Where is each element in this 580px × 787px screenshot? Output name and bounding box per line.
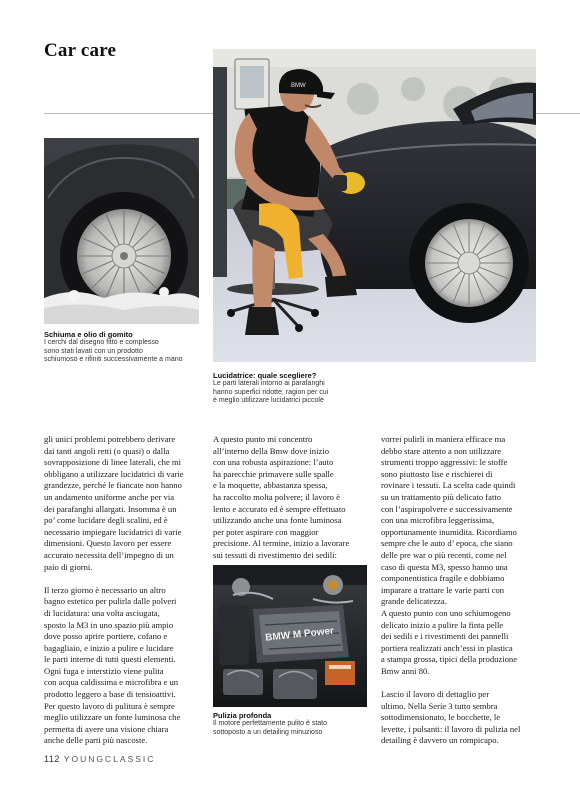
magazine-brand: YOUNGCLASSIC [63,754,156,764]
article-column-3 [381,434,541,747]
wheel-foam-photo [44,138,199,324]
polisher-caption-line: è meglio utilizzare lucidatrici piccole [213,397,324,405]
header-rule-right [536,113,580,114]
paragraph: vorrei pulirli in maniera efficace ma debbo stare attento a non utilizzare strumenti troppo aggressivi: le stoffe sono piuttosto lise e rischierei di rovinare i tessuti. La scelta cade quindi su un trattamento più delicato fatto con l’aspirapolvere e successivamente con una microfibra leggerissima, opportunamente inumidita. Ricordiamo sempre che le auto d’ epoca, che siano delle pre war o più recenti, come nel caso di questa M3, spesso hanno una componentistica fragile e dobbiamo imparare a trattare le varie parti con grande delicatezza. [381,434,517,607]
paragraph: Lascio il lavoro di dettaglio per ultimo. Nella Serie 3 tutto sembra sottodimensionato, le bocchette, le levette, i pulsanti: il lavoro di pulizia nel detailing è davvero un rompicapo. [381,689,521,746]
header-rule-left [44,113,213,114]
page-folio [44,754,155,764]
paragraph: A questo punto con uno schiumogeno delicato inizio a pulire la finta pelle dei sedili e i rivestimenti dei pannelli portiera realizzati anch’essi in plastica a stampa grossa, tipici della produzione Bmw anni 80. [381,607,518,676]
paragraph: gli unici problemi potrebbero derivare dai tanti angoli retti (o quasi) o dalla sovrapposizione di linee laterali, che mi obbligano a utilizzare lucidatrici di varie grandezze, perché le fiancate non hanno un andamento uniforme anche per via dei parafanghi allargati. Insomma è un po’ come lucidare degli scalini, ed è necessario impiegare lucidatrici di varie dimensioni. Questo lavoro per essere accurato necessita dell’impegno di un paio di giorni. [44,434,184,572]
polisher-caption-line: Le parti laterali intorno ai parafanghi [213,380,325,387]
polisher-photo [213,49,536,362]
engine-caption-line: sottoposto a un detailing minuzioso [213,728,323,736]
article-column-2 [213,434,373,562]
engine-photo [213,565,367,707]
wheel-caption-line: schiumoso e rifiniti successivamente a mano [44,356,183,364]
wheel-caption-title: Schiuma e olio di gomito [44,330,133,339]
wheel-caption-line: I cerchi dal disegno fitto e complesso [44,339,159,346]
wheel-caption-line: sono stati lavati con un prodotto [44,347,143,355]
engine-caption-title: Pulizia profonda [213,711,272,720]
engine-caption-line: Il motore perfettamente pulito è stato [213,720,328,727]
polisher-caption-title: Lucidatrice: quale scegliere? [213,371,317,380]
cap-logo: BMW [291,83,306,89]
section-title: Car care [44,40,117,61]
page-number: 112 [44,754,60,764]
polisher-caption [213,371,413,406]
engine-badge: BMW M Power [264,625,335,644]
engine-caption [213,711,373,737]
paragraph: A questo punto mi concentro all’interno della Bmw dove inizio con una robusta aspirazione: l’auto ha parecchie primavere sulle spalle e la moquette, abbastanza spessa, ha raccolto molta polvere; il lavoro è lento e accurato ed è sempre effettuato utilizzando anche una fonte luminosa per poter aspirare con maggior precisione. Al termine, inizio a lavorare sui tessuti di rivestimento dei sedili: [213,434,350,560]
paragraph: Il terzo giorno è necessario un altro bagno estetico per pulirla dalle polveri di lucidatura: una volta asciugata, sposto la M3 in uno spazio più ampio dove posso aprire portiere, cofano e bagagliaio, e inizio a pulire e lucidare le parti interne di tutti questi elementi. Ogni fuga e interstizio viene pulita con acqua caldissima e microfibra e un prodotto leggero a base di tensioattivi. Per questo lavoro di pulitura è sempre meglio utilizzare un fonte luminosa che permetta di avere una visione chiara anche delle parti più nascoste. [44,584,181,746]
wheel-caption [44,330,214,365]
article-column-1 [44,434,206,747]
polisher-caption-line: hanno superfici ridotte, ragion per cui [213,388,329,396]
